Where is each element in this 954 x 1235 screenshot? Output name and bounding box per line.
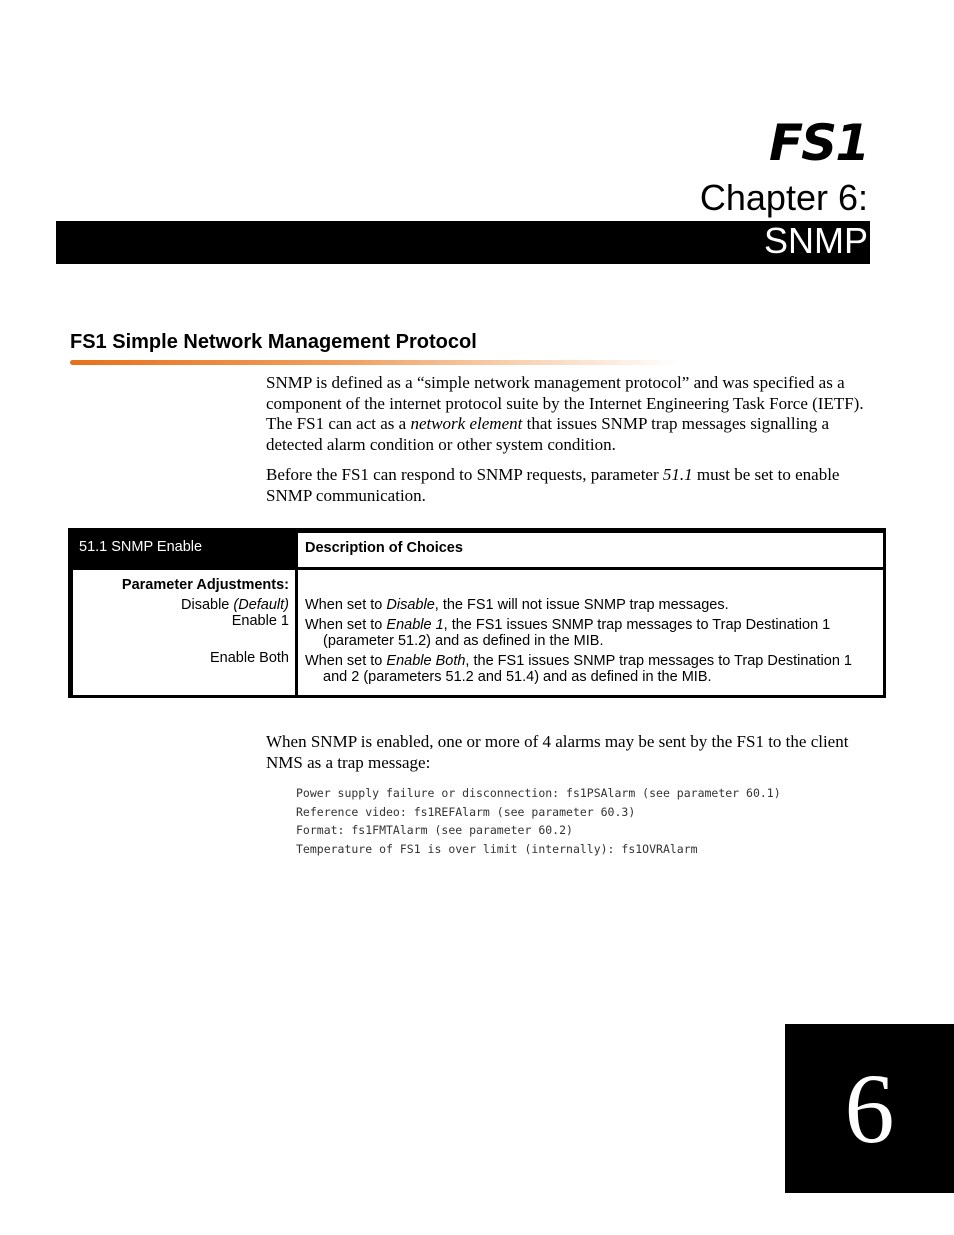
heading-rule [70,360,680,365]
choice-description: When set to Disable, the FS1 will not issue SNMP trap messages. [305,597,729,613]
choice-name: Enable 1 [231,613,289,629]
choice-description: When set to Enable Both, the FS1 issues SNMP trap messages to Trap Destination 1 and 2 (parameters 51.2 and 51.4) and as defined in the MIB. [305,652,853,685]
parameter-name-header: 51.1 SNMP Enable [71,531,295,567]
alarm-item: Temperature of FS1 is over limit (internally): fs1OVRAlarm [296,842,698,857]
alarm-item: Reference video: fs1REFAlarm (see parameter 60.3) [296,804,636,819]
intro-paragraph: SNMP is defined as a “simple network management protocol” and was specified as a component of the internet protocol suite by the Internet Engineering Task Force (IETF). The FS1 can act as a network element that issues SNMP trap messages signalling a detected alarm condition or other system condition. [266,373,864,454]
description-header: Description of Choices [298,533,883,567]
section-heading: FS1 Simple Network Management Protocol [70,331,477,353]
choice-description: When set to Enable 1, the FS1 issues SNMP trap messages to Trap Destination 1 (parameter 51.2) and as defined in the MIB. [305,616,831,649]
alarms-paragraph: When SNMP is enabled, one or more of 4 alarms may be sent by the FS1 to the client NMS as a trap message: [266,732,849,772]
chapter-tab: 6 [785,1024,954,1193]
chapter-title-bar [56,221,870,264]
parameter-table [68,528,886,698]
alarm-list [296,784,781,859]
choice-name: Disable (Default) [181,596,289,613]
alarm-item: Power supply failure or disconnection: fs1PSAlarm (see parameter 60.1) [296,786,781,800]
enable-paragraph: Before the FS1 can respond to SNMP requests, parameter 51.1 must be set to enable SNMP communication. [266,465,840,505]
chapter-title: SNMP [763,220,868,261]
adjustments-title: Parameter Adjustments: [121,577,289,593]
chapter-label: Chapter 6: [699,177,868,218]
brand-logo: FS1 [769,114,868,172]
choice-name: Enable Both [209,649,289,666]
parameter-adjustments [73,570,295,695]
choice-descriptions [298,570,883,695]
alarm-item: Format: fs1FMTAlarm (see parameter 60.2) [296,823,573,838]
